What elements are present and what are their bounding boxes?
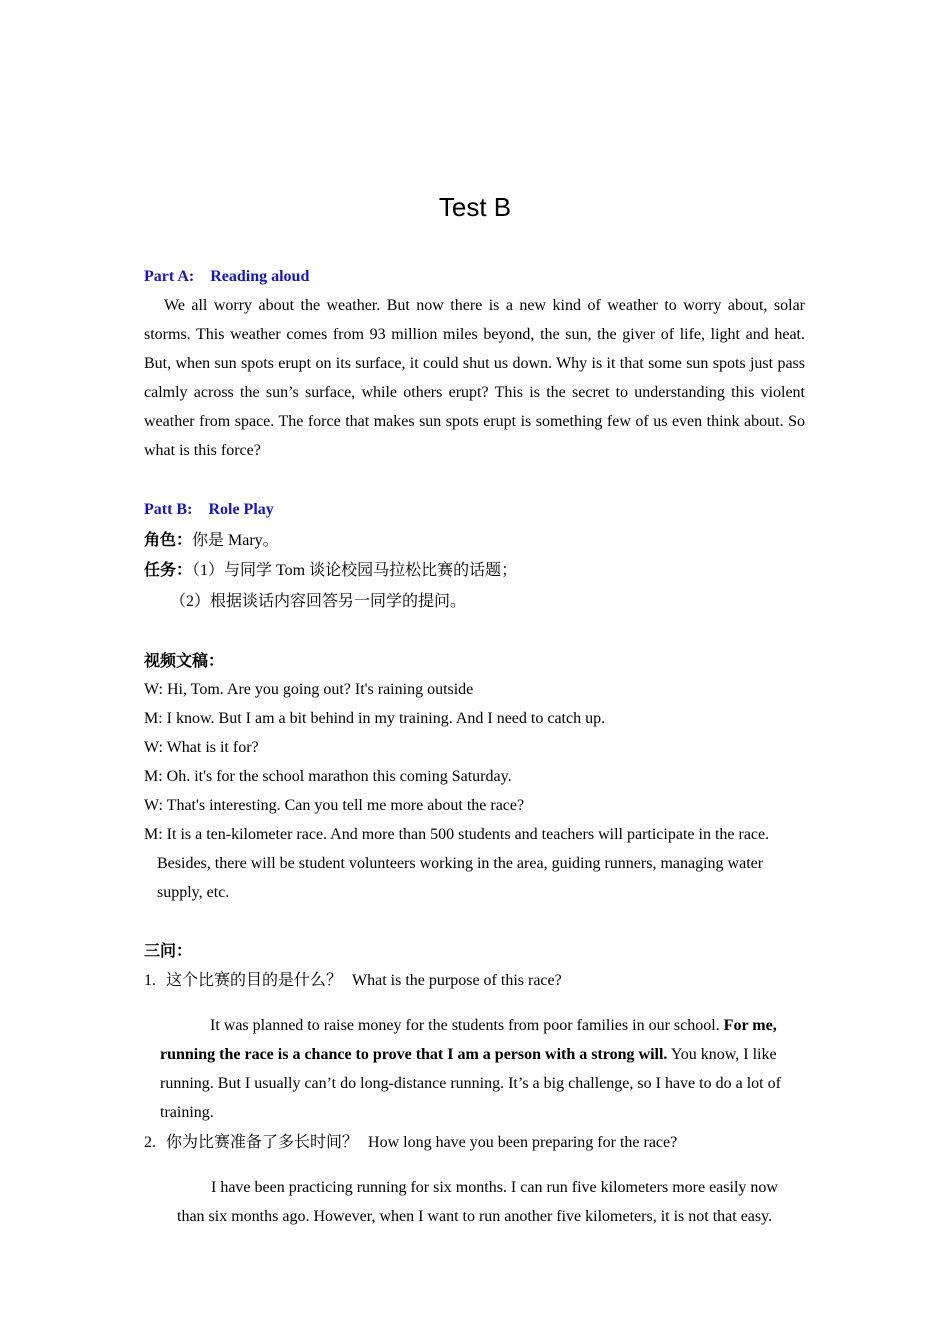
question-english: What is the purpose of this race? [352, 972, 562, 989]
question-number: 1. [144, 972, 156, 989]
part-a-label: Part A: [144, 268, 195, 285]
script-line: W: Hi, Tom. Are you going out? It's raining outside [144, 681, 474, 698]
part-a-title: Reading aloud [210, 268, 310, 285]
question-1 [144, 966, 562, 995]
question-number: 2. [144, 1134, 156, 1151]
answer-1-end: You know, I like running. But I usually can’t do long-distance running. It’s a big challenge, so I have to do a lot of training. [160, 1046, 781, 1121]
task-item-1: （1）与同学 Tom 谈论校园马拉松比赛的话题； [192, 562, 518, 579]
answer-1-bold: For me, running the race is a chance to prove that I am a person with a strong will. [160, 1017, 777, 1063]
role-label: 角色： [144, 532, 193, 549]
page-title: Test B [438, 192, 512, 222]
answer-1 [160, 1011, 806, 1127]
part-b-heading [144, 495, 274, 524]
question-chinese: 这个比赛的目的是什么？ [166, 972, 343, 989]
role-text: 你是 Mary。 [192, 532, 279, 549]
answer-2-line: I have been practicing running for six months. I can run five kilometers more easily now [211, 1179, 778, 1196]
script-line: M: I know. But I am a bit behind in my training. And I need to catch up. [144, 710, 606, 727]
question-chinese: 你为比赛准备了多长时间？ [166, 1134, 359, 1151]
role-line [144, 526, 279, 555]
script-heading: 视频文稿： [144, 653, 225, 670]
script-line: supply, etc. [157, 884, 230, 901]
answer-2-line: than six months ago. However, when I want to run another five kilometers, it is not that easy. [177, 1208, 773, 1225]
script-line: W: What is it for? [144, 739, 259, 756]
script-line: Besides, there will be student volunteers working in the area, guiding runners, managing water [157, 855, 764, 872]
script-line: W: That's interesting. Can you tell me more about the race? [144, 797, 525, 814]
task-label: 任务： [144, 562, 193, 579]
part-b-title: Role Play [208, 501, 274, 518]
script-line: M: Oh. it's for the school marathon this coming Saturday. [144, 768, 512, 785]
question-2 [144, 1128, 677, 1157]
part-a-heading [144, 262, 309, 291]
answer-1-start: It was planned to raise money for the students from poor families in our school. [210, 1017, 724, 1034]
script-line: M: It is a ten-kilometer race. And more than 500 students and teachers will participate in the race. [144, 826, 770, 843]
questions-heading: 三问： [144, 943, 193, 960]
question-english: How long have you been preparing for the race? [368, 1134, 678, 1151]
reading-passage: We all worry about the weather. But now there is a new kind of weather to worry about, solar storms. This weather comes from 93 million miles beyond, the sun, the giver of life, light and heat. But, when sun spots erupt on its surface, it could shut us down. Why is it that some sun spots just pass calmly across the sun’s surface, while others erupt? This is the secret to understanding this violent weather from space. The force that makes sun spots erupt is something few of us even think about. So what is this force? [144, 297, 805, 459]
part-b-label: Patt B: [144, 501, 193, 518]
task-line [144, 556, 517, 585]
task-item-2: （2）根据谈话内容回答另一同学的提问。 [170, 593, 467, 610]
